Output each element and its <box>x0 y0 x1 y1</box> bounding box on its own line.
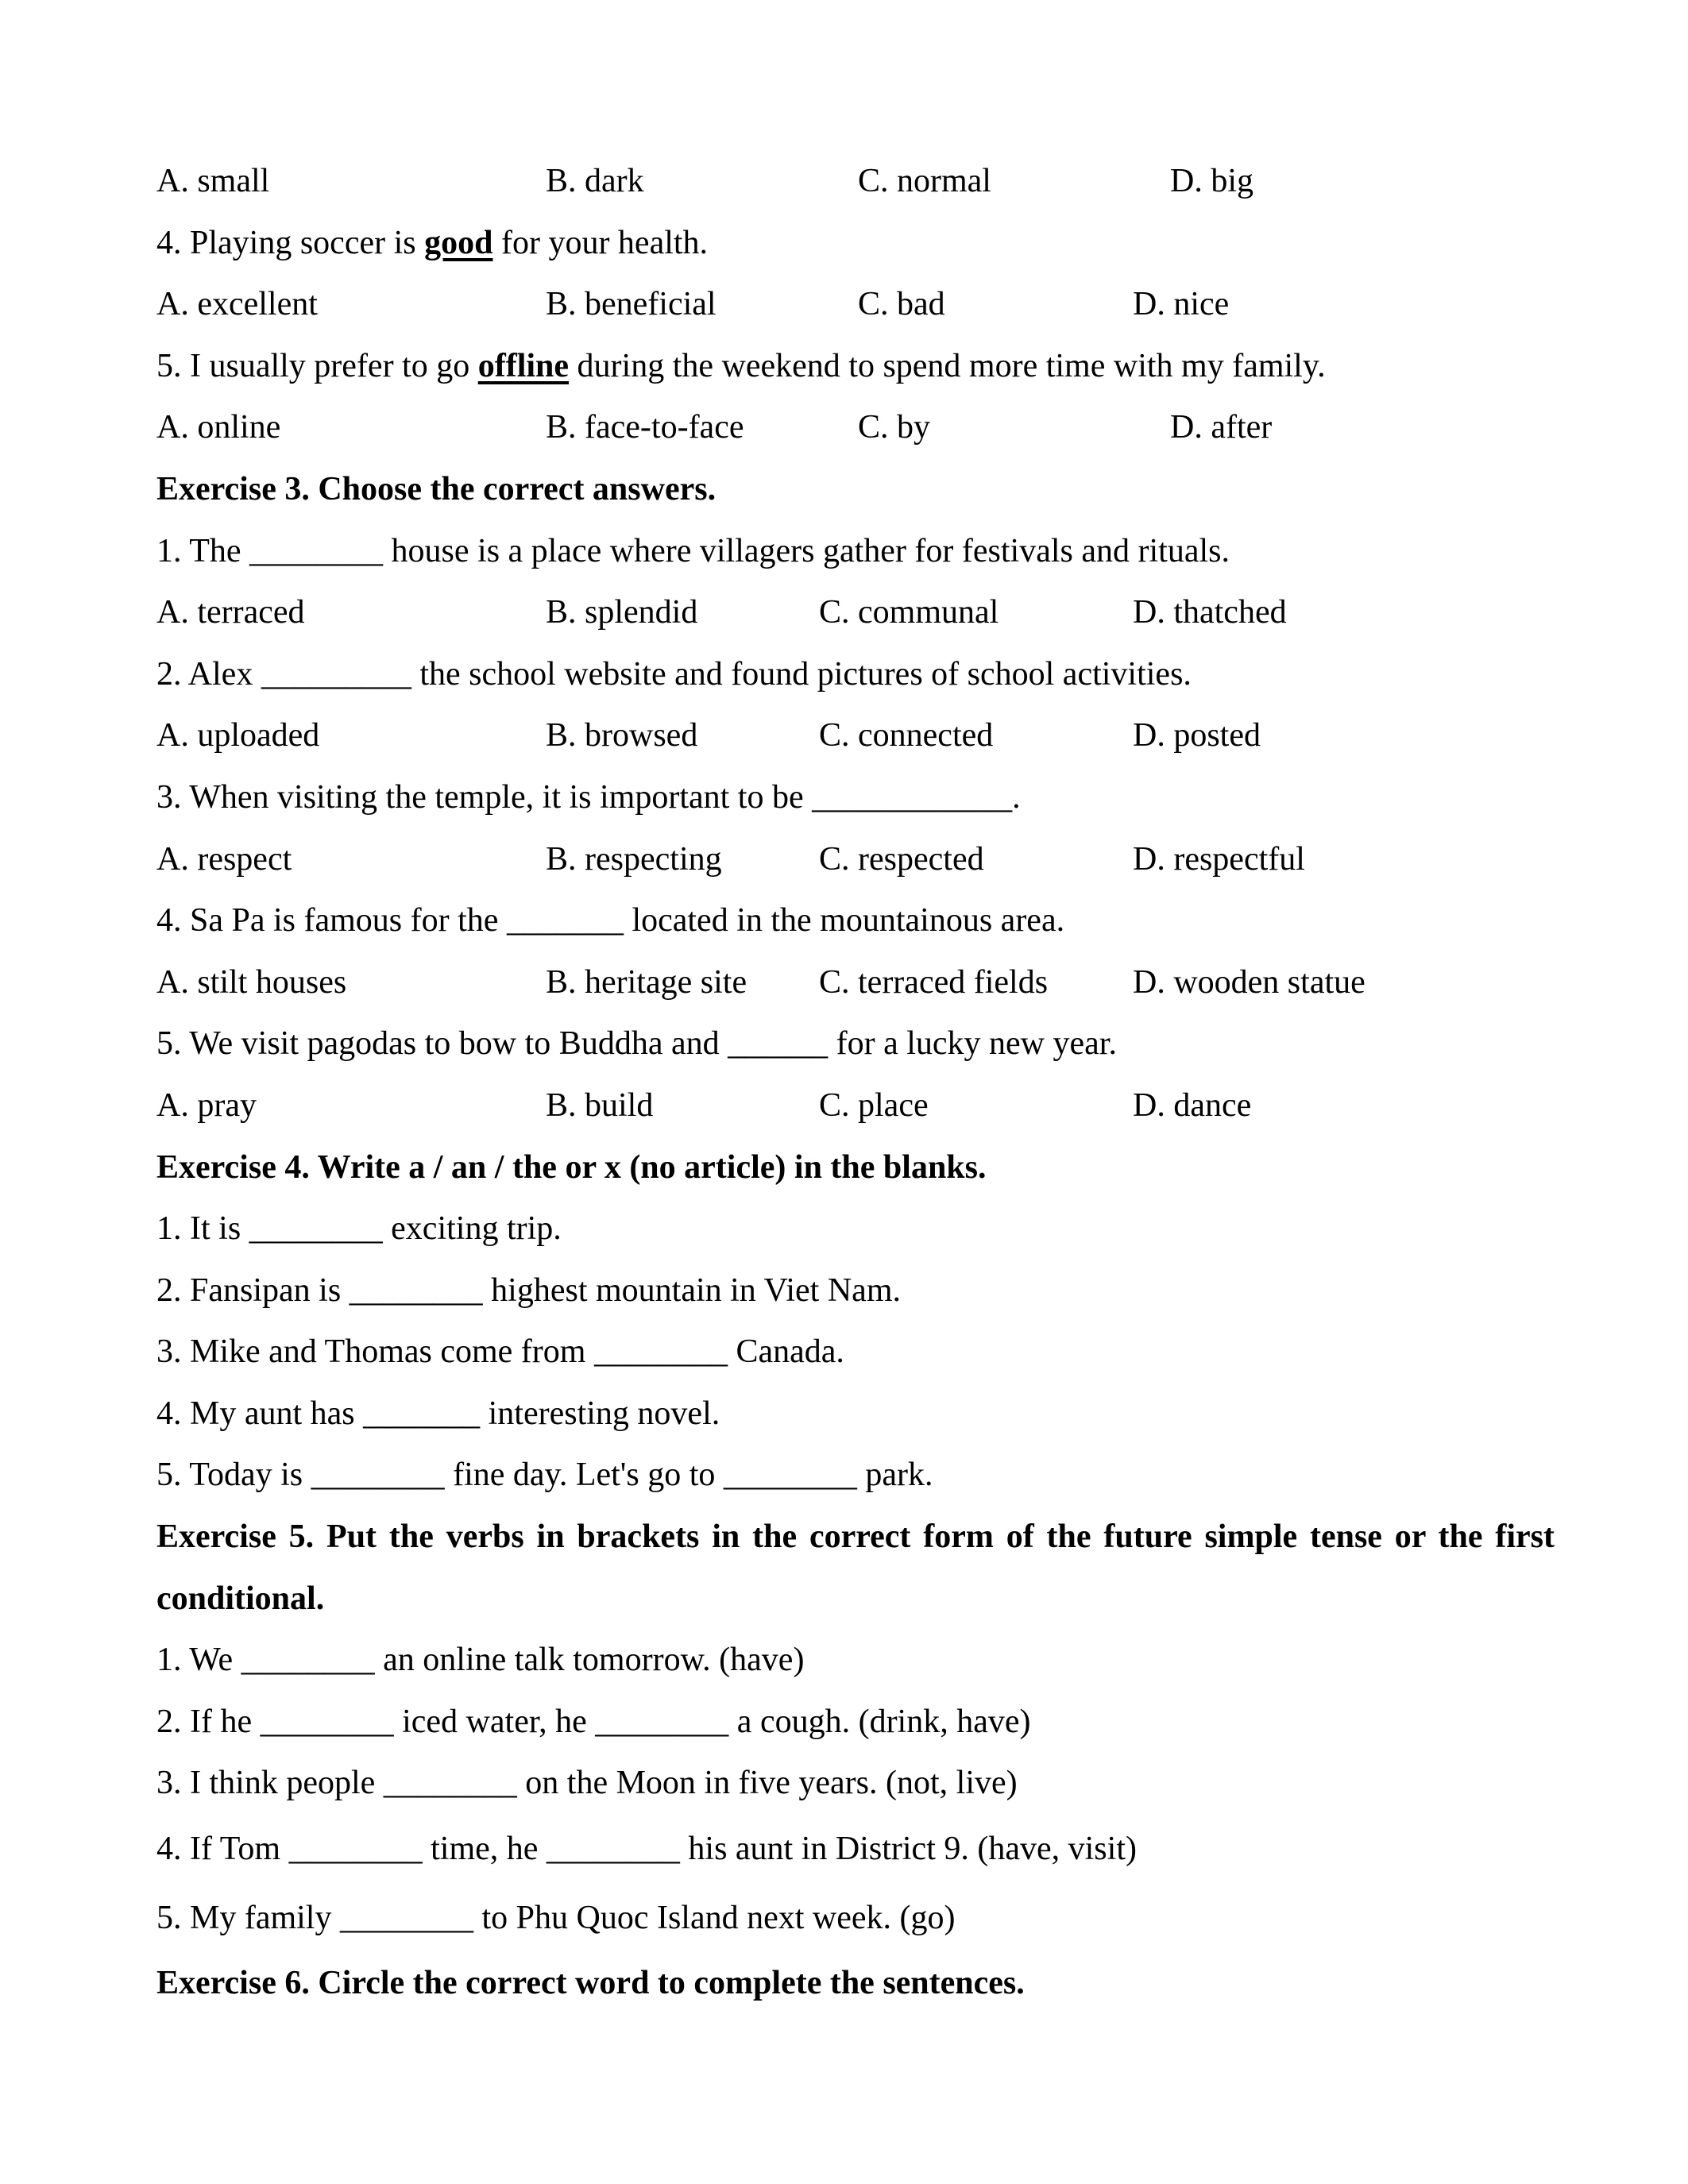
exercise-4-heading: Exercise 4. Write a / an / the or x (no article) in the blanks. <box>156 1148 987 1186</box>
options-row <box>156 151 1555 213</box>
keyword: offline <box>477 347 570 384</box>
option-b: B. build <box>546 1086 654 1124</box>
option-b: B. heritage site <box>546 963 747 1001</box>
option-a: A. uploaded <box>156 717 320 754</box>
worksheet-page <box>156 151 1555 2015</box>
question-text: 2. Alex _________ the school website and found pictures of school activities. <box>156 655 1192 693</box>
option-c: C. by <box>858 409 931 446</box>
options-row <box>156 952 1555 1014</box>
question-text: 2. Fansipan is ________ highest mountain in Viet Nam. <box>156 1271 901 1309</box>
exercise-3-heading: Exercise 3. Choose the correct answers. <box>156 470 717 507</box>
option-b: B. browsed <box>546 717 698 754</box>
option-c: C. normal <box>858 163 991 199</box>
question-text: 1. It is ________ exciting trip. <box>156 1210 562 1248</box>
option-c: C. connected <box>819 717 994 754</box>
option-a: A. respect <box>156 840 292 878</box>
option-d: D. after <box>1170 409 1273 446</box>
keyword: good <box>424 224 493 261</box>
question-text: 3. Mike and Thomas come from ________ Canada. <box>156 1333 844 1371</box>
question-text: 4. My aunt has _______ interesting novel. <box>156 1395 720 1432</box>
option-b: B. beneficial <box>546 286 717 323</box>
options-row <box>156 397 1555 459</box>
option-d: D. respectful <box>1133 840 1305 878</box>
options-row <box>156 1075 1555 1137</box>
option-a: A. online <box>156 409 281 446</box>
option-a: A. excellent <box>156 286 318 323</box>
option-d: D. dance <box>1133 1086 1252 1124</box>
question-text: 5. Today is ________ fine day. Let's go to ________ park. <box>156 1457 933 1494</box>
question-text: 3. When visiting the temple, it is important to be ____________. <box>156 778 1021 816</box>
option-c: C. bad <box>858 286 945 323</box>
option-b: B. face-to-face <box>546 409 744 446</box>
option-b: B. dark <box>546 163 644 199</box>
option-d: D. thatched <box>1133 594 1287 631</box>
question-text: 5. My family ________ to Phu Quoc Island next week. (go) <box>156 1900 956 1937</box>
question-text: 5. I usually prefer to go offline during the weekend to spend more time with my family. <box>156 347 1326 384</box>
option-c: C. respected <box>819 840 984 878</box>
exercise-5-heading: Exercise 5. Put the verbs in brackets in the correct form of the future simple tense or the first conditional. <box>156 1518 1555 1617</box>
option-b: B. respecting <box>546 840 722 878</box>
question-text: 3. I think people ________ on the Moon in five years. (not, live) <box>156 1765 1018 1802</box>
options-row <box>156 274 1555 336</box>
options-row <box>156 829 1555 891</box>
question-text: 4. If Tom ________ time, he ________ his aunt in District 9. (have, visit) <box>156 1831 1137 1868</box>
option-a: A. terraced <box>156 594 305 631</box>
option-d: D. nice <box>1133 286 1230 323</box>
option-c: C. terraced fields <box>819 963 1049 1001</box>
exercise-6-heading: Exercise 6. Circle the correct word to complete the sentences. <box>156 1965 1025 2002</box>
option-d: D. big <box>1170 163 1253 199</box>
option-c: C. communal <box>819 594 999 631</box>
option-a: A. stilt houses <box>156 963 347 1001</box>
question-text: 1. The ________ house is a place where villagers gather for festivals and rituals. <box>156 532 1230 569</box>
option-a: A. small <box>156 163 270 199</box>
question-text: 2. If he ________ iced water, he ________ a cough. (drink, have) <box>156 1703 1031 1740</box>
options-row <box>156 705 1555 767</box>
question-text: 1. We ________ an online talk tomorrow. (have) <box>156 1642 805 1679</box>
option-b: B. splendid <box>546 594 698 631</box>
option-d: D. posted <box>1133 717 1261 754</box>
option-d: D. wooden statue <box>1133 963 1365 1001</box>
option-c: C. place <box>819 1086 929 1124</box>
option-a: A. pray <box>156 1086 257 1124</box>
question-text: 4. Playing soccer is good for your health. <box>156 224 709 261</box>
question-text: 4. Sa Pa is famous for the _______ located in the mountainous area. <box>156 902 1065 940</box>
question-text: 5. We visit pagodas to bow to Buddha and ______ for a lucky new year. <box>156 1025 1117 1063</box>
options-row <box>156 582 1555 644</box>
